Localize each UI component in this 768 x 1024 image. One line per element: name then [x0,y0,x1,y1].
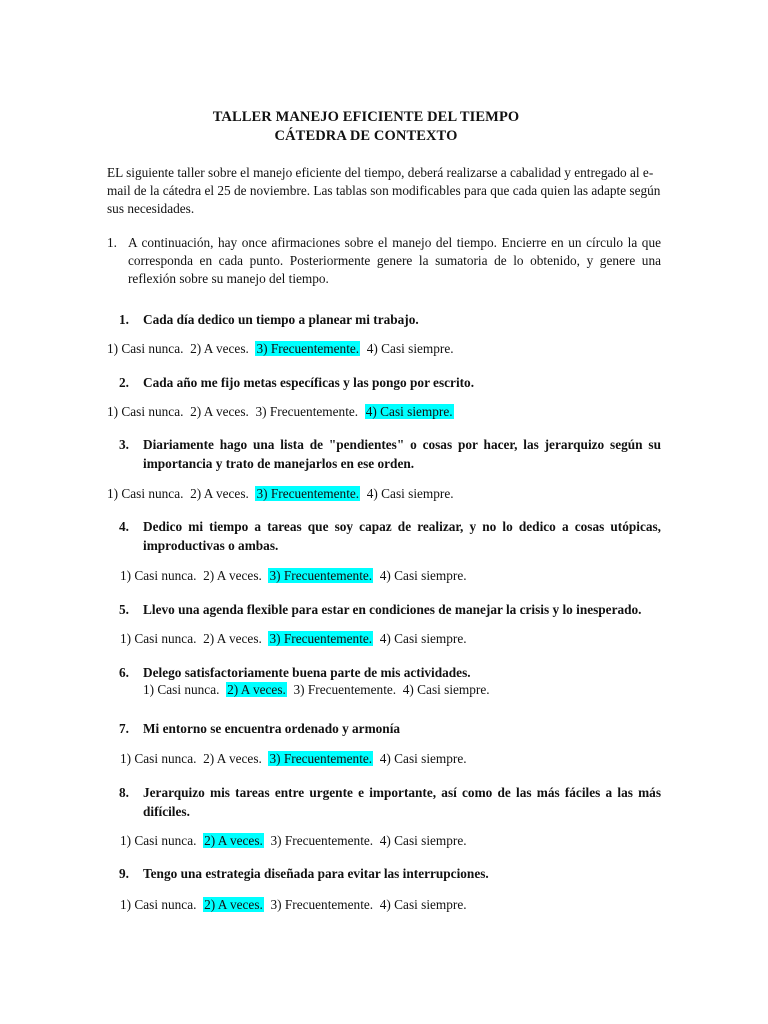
document-title: TALLER MANEJO EFICIENTE DEL TIEMPO [212,109,520,125]
answer-option-4: 4) Casi siempre. [379,568,467,583]
answer-option-1: 1) Casi nunca. [107,404,184,419]
question-number: 6. [119,665,129,680]
question-number: 2. [119,375,129,390]
question-text: Llevo una agenda flexible para estar en condiciones de manejar la crisis y lo inesperado. [143,602,642,617]
answer-option-1: 1) Casi nunca. [120,751,197,766]
answer-option-4: 4) Casi siempre. [402,682,490,697]
question-2 [119,373,661,392]
question-text: Cada día dedico un tiempo a planear mi trabajo. [143,312,419,327]
answer-options [120,750,467,768]
answer-option-2: 2) A veces. [190,486,249,501]
question-text: Cada año me fijo metas específicas y las pongo por escrito. [143,375,475,390]
question-8 [119,783,661,821]
answer-option-3: 3) Frecuentemente. [270,833,374,848]
question-9 [119,864,661,883]
answer-option-selected: 4) Casi siempre. [365,404,453,419]
question-1 [119,310,661,329]
section-number: 1. [107,235,117,250]
answer-option-selected: 3) Frecuentemente. [269,631,373,646]
answer-option-4: 4) Casi siempre. [366,341,454,356]
answer-options [120,630,467,648]
question-number: 3. [119,437,129,452]
answer-option-selected: 2) A veces. [204,897,263,912]
answer-option-selected: 2) A veces. [204,833,263,848]
section-instructions: A continuación, hay once afirmaciones sobre el manejo del tiempo. Encierre en un círculo la que corresponda en cada punto. Posteriormente genere la sumatoria de lo obtenido, y genere una reflexión sobre su manejo del tiempo. [128,235,661,286]
question-number: 8. [119,785,129,800]
question-number: 1. [119,312,129,327]
question-text: Tengo una estrategia diseñada para evitar las interrupciones. [143,866,489,881]
answer-option-1: 1) Casi nunca. [107,486,184,501]
question-5 [119,600,679,619]
answer-option-4: 4) Casi siempre. [366,486,454,501]
answer-option-4: 4) Casi siempre. [379,751,467,766]
answer-option-1: 1) Casi nunca. [120,568,197,583]
answer-options [107,485,454,503]
question-text: Dedico mi tiempo a tareas que soy capaz de realizar, y no lo dedico a cosas utópicas, improductivas o ambas. [143,519,661,553]
question-4 [119,517,661,555]
answer-option-selected: 3) Frecuentemente. [269,751,373,766]
answer-option-1: 1) Casi nunca. [107,341,184,356]
answer-option-4: 4) Casi siempre. [379,897,467,912]
question-7 [119,719,661,738]
question-number: 7. [119,721,129,736]
answer-option-selected: 3) Frecuentemente. [256,486,360,501]
answer-option-4: 4) Casi siempre. [379,631,467,646]
answer-option-1: 1) Casi nunca. [120,833,197,848]
answer-option-selected: 3) Frecuentemente. [256,341,360,356]
answer-options [107,403,454,421]
intro-paragraph: EL siguiente taller sobre el manejo eficiente del tiempo, deberá realizarse a cabalidad y entregado al e-mail de la cátedra el 25 de noviembre. Las tablas son modificables para que cada quien las adapte según sus necesidades. [107,165,661,216]
document-subtitle: CÁTEDRA DE CONTEXTO [274,128,458,144]
question-number: 5. [119,602,129,617]
question-number: 4. [119,519,129,534]
answer-option-3: 3) Frecuentemente. [293,682,397,697]
answer-option-3: 3) Frecuentemente. [255,404,359,419]
answer-option-selected: 3) Frecuentemente. [269,568,373,583]
answer-option-2: 2) A veces. [203,751,262,766]
answer-options [143,681,490,699]
answer-option-2: 2) A veces. [203,631,262,646]
answer-option-2: 2) A veces. [190,404,249,419]
question-text: Delego satisfactoriamente buena parte de mis actividades. [143,665,471,680]
answer-option-1: 1) Casi nunca. [120,631,197,646]
answer-option-selected: 2) A veces. [227,682,286,697]
question-6 [119,663,661,682]
answer-option-3: 3) Frecuentemente. [270,897,374,912]
answer-options [107,340,454,358]
answer-options [120,832,467,850]
answer-option-4: 4) Casi siempre. [379,833,467,848]
answer-option-2: 2) A veces. [203,568,262,583]
question-3 [119,435,661,473]
question-text: Jerarquizo mis tareas entre urgente e importante, así como de las más fáciles a las más difíciles. [143,785,661,819]
answer-option-1: 1) Casi nunca. [143,682,220,697]
answer-options [120,896,467,914]
answer-option-1: 1) Casi nunca. [120,897,197,912]
answer-options [120,567,467,585]
question-text: Diariamente hago una lista de "pendientes" o cosas por hacer, las jerarquizo según su importancia y trato de manejarlos en ese orden. [143,437,661,471]
answer-option-2: 2) A veces. [190,341,249,356]
question-text: Mi entorno se encuentra ordenado y armonía [143,721,401,736]
question-number: 9. [119,866,129,881]
